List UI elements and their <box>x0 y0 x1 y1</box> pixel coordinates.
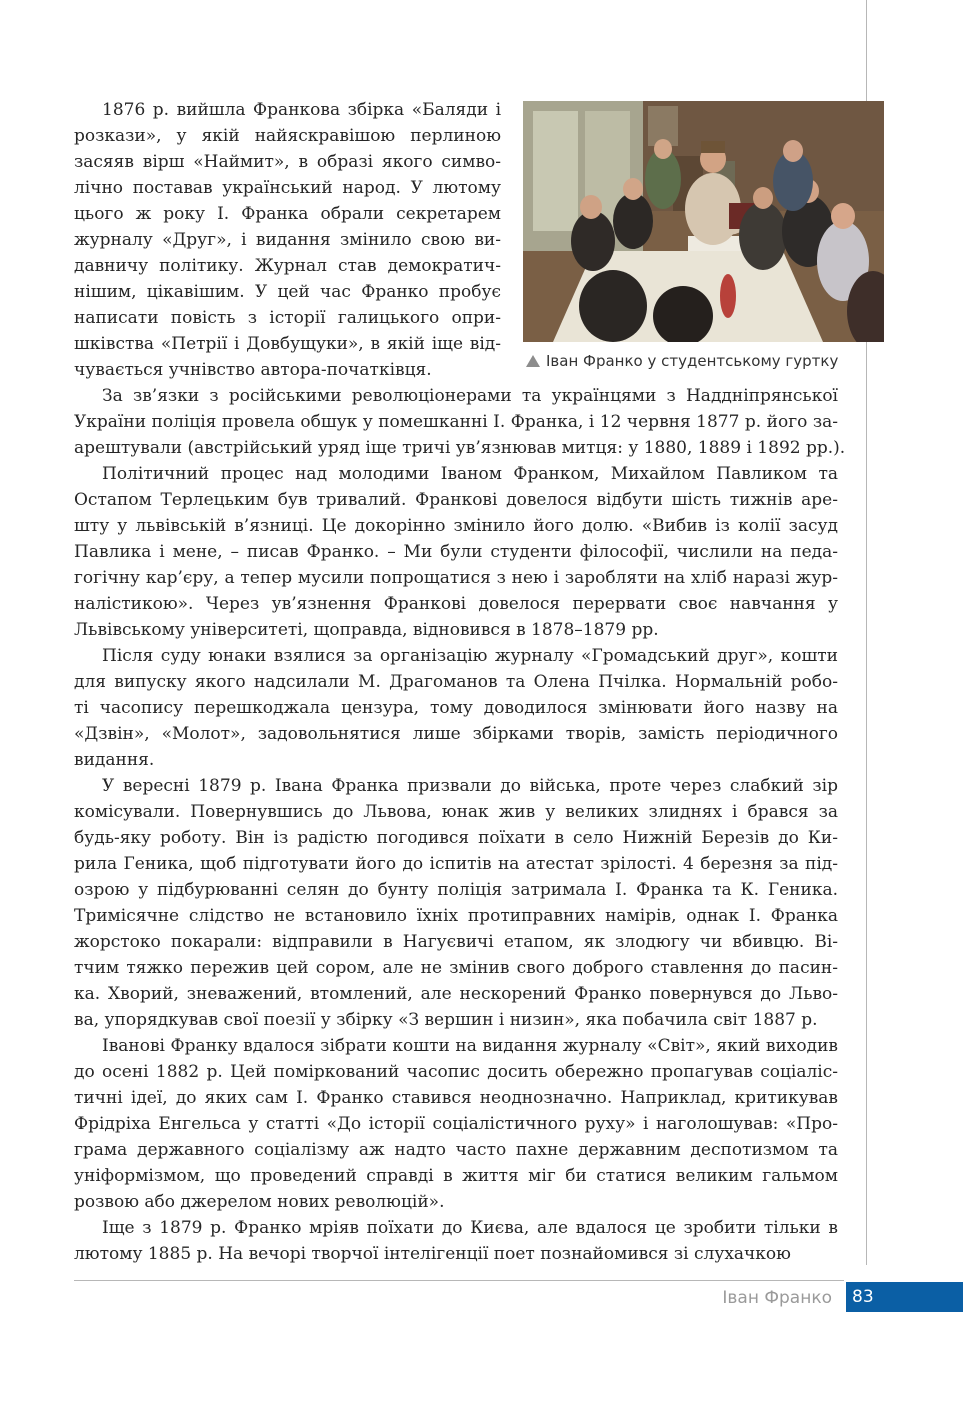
text-line: 1876 р. вийшла Франкова збірка «Баляди і <box>102 100 501 120</box>
text-line: тчим тяжко пережив цей сором, але не змінив свого доброго ставлення до пасин- <box>74 958 838 978</box>
text-line: чувається учнівство автора-початківця. <box>74 360 432 380</box>
text-line: журналу «Друг», і видання змінило свою ви- <box>74 230 501 250</box>
text-line: За зв’язки з російськими революціонерами та українцями з Наддніпрянської <box>102 386 838 406</box>
text-line: Остапом Терлецьким був тривалий. Франкові довелося відбути шість тижнів аре- <box>74 490 838 510</box>
text-line: розвою або джерелом нових революцій». <box>74 1192 445 1212</box>
text-line: Павлика і мене, – писав Франко. – Ми були студенти філософії, числили на педа- <box>74 542 838 562</box>
text-line: лічно поставав український народ. У лютому <box>74 178 501 198</box>
text-line: шту у львівській в’язниці. Це докорінно змінило його долю. «Вибив із колії засуд <box>74 516 838 536</box>
caption-triangle-icon <box>526 355 540 367</box>
text-line: У вересні 1879 р. Івана Франка призвали до війська, проте через слабкий зір <box>102 776 838 796</box>
text-line: гогічну кар’єру, а тепер мусили попрощатися з нею і заробляти на хліб наразі жур- <box>74 568 838 588</box>
text-line: Тримісячне слідство не встановило їхніх протиправних намірів, однак І. Франка <box>74 906 838 926</box>
text-line: видання. <box>74 750 155 770</box>
figure-caption-text: Іван Франко у студентському гуртку <box>546 352 839 370</box>
text-line: Після суду юнаки взялися за організацію журналу «Громадський друг», кошти <box>102 646 838 666</box>
figure-caption <box>526 352 838 370</box>
text-line: жорстоко покарали: відправили в Нагуєвичі етапом, як злодюгу чи вбивцю. Ві- <box>74 932 838 952</box>
text-line: нішим, цікавішим. У цей час Франко пробує <box>74 282 501 302</box>
text-line: тичні ідеї, до яких сам І. Франко ставився неоднозначно. Наприклад, критикував <box>74 1088 838 1108</box>
text-line: «Дзвін», «Молот», задовольнятися лише збірками творів, замість періодичного <box>74 724 838 744</box>
text-line: розкази», у якій найяскравішою перлиною <box>74 126 501 146</box>
text-line: до осені 1882 р. Цей поміркований часопис досить обережно пропагував соціаліс- <box>74 1062 838 1082</box>
text-line: засяяв вірш «Наймит», в образі якого симво- <box>74 152 501 172</box>
text-line: рила Геника, щоб підготувати його до іспитів на атестат зрілості. 4 березня за під- <box>74 854 838 874</box>
text-line: давничу політику. Журнал став демократич- <box>74 256 501 276</box>
text-line: написати повість з історії галицького опри- <box>74 308 501 328</box>
text-line: Іванові Франку вдалося зібрати кошти на видання журналу «Світ», який виходив <box>102 1036 838 1056</box>
painting-image <box>523 101 884 342</box>
page-number-box <box>846 1282 963 1312</box>
text-line: для випуску якого надсилали М. Драгоманов та Олена Пчілка. Нормальній робо- <box>74 672 838 692</box>
text-line: уніформізмом, що проведений справді в життя міг би статися великим гальмом <box>74 1166 838 1186</box>
text-line: Політичний процес над молодими Іваном Франком, Михайлом Павликом та <box>102 464 838 484</box>
text-line: ва, упорядкував свої поезії у збірку «З вершин і низин», яка побачила світ 1887 р. <box>74 1010 818 1030</box>
text-line: цього ж року І. Франка обрали секретарем <box>74 204 501 224</box>
footer-rule <box>74 1280 844 1281</box>
text-line: налістикою». Через ув’язнення Франкові довелося перервати своє навчання у <box>74 594 838 614</box>
text-line: України поліція провела обшук у помешканні І. Франка, і 12 червня 1877 р. його за- <box>74 412 838 432</box>
page-number: 83 <box>852 1287 874 1307</box>
text-line: комісували. Повернувшись до Львова, юнак жив у великих злиднях і брався за <box>74 802 838 822</box>
text-line: шківства «Петрії і Довбущуки», в якій іще від- <box>74 334 501 354</box>
text-line: Львівському університеті, щоправда, відновився в 1878–1879 рр. <box>74 620 659 640</box>
text-line: арештували (австрійський уряд іще тричі ув’язнював митця: у 1880, 1889 і 1892 рр.). <box>74 438 846 458</box>
text-line: Іще з 1879 р. Франко мріяв поїхати до Києва, але вдалося це зробити тільки в <box>102 1218 838 1238</box>
text-line: Фрідріха Енгельса у статті «До історії соціалістичного руху» і наголошував: «Про- <box>74 1114 838 1134</box>
text-line: озрою у підбурюванні селян до бунту поліція затримала І. Франка та К. Геника. <box>74 880 838 900</box>
text-line: грама державного соціалізму аж надто часто пахне державним деспотизмом та <box>74 1140 838 1160</box>
painting-figure <box>523 101 884 342</box>
text-line: будь-яку роботу. Він із радістю погодився поїхати в село Нижній Березів до Ки- <box>74 828 838 848</box>
running-title: Іван Франко <box>722 1288 832 1308</box>
text-line: ті часопису перешкоджала цензура, тому доводилося змінювати його назву на <box>74 698 838 718</box>
text-line: ка. Хворий, зневажений, втомлений, але нескорений Франко повернувся до Льво- <box>74 984 838 1004</box>
text-line: лютому 1885 р. На вечорі творчої інтелігенції поет познайомився зі слухачкою <box>74 1244 791 1264</box>
